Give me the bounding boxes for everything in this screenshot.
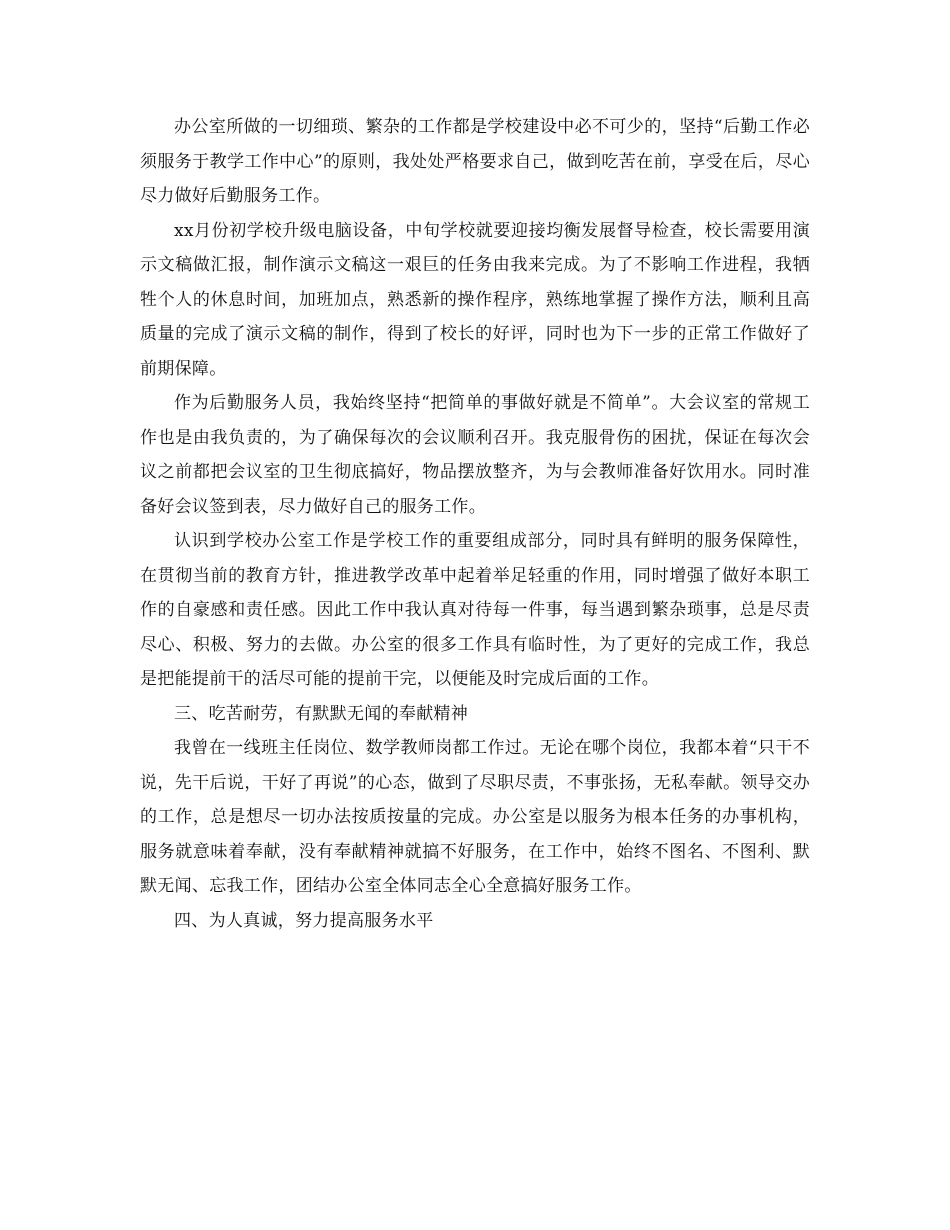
paragraph-meeting-room: 作为后勤服务人员，我始终坚持“把简单的事做好就是不简单”。大会议室的常规工作也是由我负责的，为了确保每次的会议顺利召开。我克服骨伤的困扰，保证在每次会议之前都把会议室的卫生彻底搞好，物品摆放整齐，为与会教师准备好饮用水。同时准备好会议签到表，尽力做好自己的服务工作。 <box>140 393 810 517</box>
paragraph-presentation: xx月份初学校升级电脑设备，中旬学校就要迎接均衡发展督导检查，校长需要用演示文稿做汇报，制作演示文稿这一艰巨的任务由我来完成。为了不影响工作进程，我牺牲个人的休息时间，加班加点，熟悉新的操作程序，熟练地掌握了操作方法，顺利且高质量的完成了演示文稿的制作，得到了校长的好评，同时也为下一步的正常工作做好了前期保障。 <box>140 220 810 379</box>
paragraph-dedication: 我曾在一线班主任岗位、数学教师岗都工作过。无论在哪个岗位，我都本着“只干不说，先干后说，干好了再说”的心态，做到了尽职尽责，不事张扬，无私奉献。领导交办的工作，总是想尽一切办法按质按量的完成。办公室是以服务为根本任务的办事机构，服务就意味着奉献，没有奉献精神就搞不好服务，在工作中，始终不图名、不图利、默默无闻、忘我工作，团结办公室全体同志全心全意搞好服务工作。 <box>140 738 810 896</box>
section-heading-three: 三、吃苦耐劳，有默默无闻的奉献精神 <box>174 703 469 724</box>
paragraph-office-importance: 认识到学校办公室工作是学校工作的重要组成部分，同时具有鲜明的服务保障性，在贯彻当前的教育方针，推进教学改革中起着举足轻重的作用，同时增强了做好本职工作的自豪感和责任感。因此工作中我认真对待每一件事，每当遇到繁杂琐事，总是尽责尽心、积极、努力的去做。办公室的很多工作具有临时性，为了更好的完成工作，我总是把能提前干的活尽可能的提前干完，以便能及时完成后面的工作。 <box>140 531 810 689</box>
paragraph-office-work: 办公室所做的一切细琐、繁杂的工作都是学校建设中必不可少的，坚持“后勤工作必须服务于教学工作中心”的原则，我处处严格要求自己，做到吃苦在前，享受在后，尽心尽力做好后勤服务工作。 <box>140 117 810 206</box>
section-heading-four: 四、为人真诚，努力提高服务水平 <box>174 910 434 931</box>
